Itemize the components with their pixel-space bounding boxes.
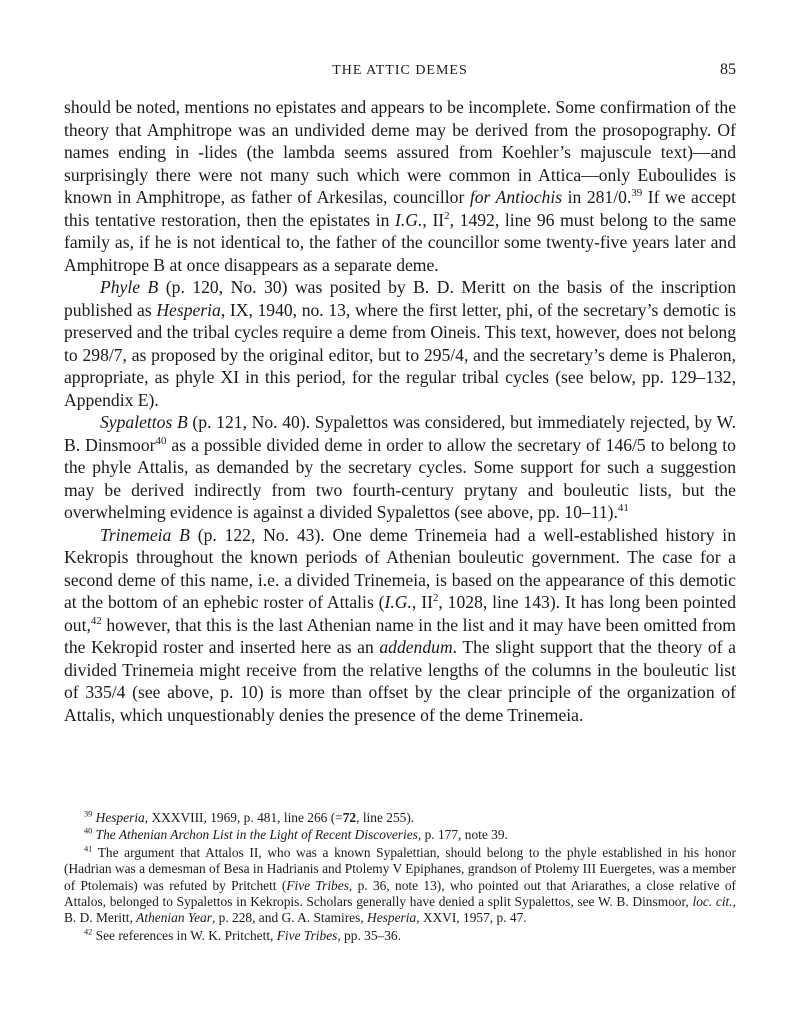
italic-text: addendum	[379, 637, 453, 657]
footnote-41	[64, 845, 736, 927]
text-run: should be noted, mentions no epistates and appears to be incomplete. Some confirmation of the theory that Amphitrope was an undivided deme may be derived from the prosopography. Of names ending in -lides (the lambda seems assured from Koehler’s majuscule text)—and surprisingly there were not many such which were common in Attica—only Euboulides is known in Amphitrope, as father of Arkesilas, councillor	[64, 97, 736, 207]
text-run: however, that this is the last Athenian name in the list and it may have been omitted from the Kekropid roster and inserted here as an	[64, 614, 736, 657]
bold-text: 72	[342, 810, 357, 825]
running-head	[64, 60, 736, 84]
running-title: THE ATTIC DEMES	[332, 63, 468, 78]
italic-text: I.G.	[395, 209, 423, 230]
footnotes	[64, 810, 736, 945]
italic-text: I.G.	[384, 592, 412, 612]
text-run: , B. D. Meritt,	[64, 894, 736, 926]
text-run: in 281/0.	[562, 187, 632, 207]
paragraph-phyle-b	[64, 276, 736, 411]
text-run: . The slight support that the theory of a divided Trinemeia might receive from the relative lengths of the columns in the bouleutic list of 335/4 (see above, p. 10) is more than offset by the clear principle of the organization of Attalis, which unquestionably denies the presence of the deme Trinemeia.	[64, 637, 736, 725]
italic-text: Hesperia	[367, 910, 417, 926]
italic-text: for Antiochis	[469, 187, 563, 207]
note-reference: 40	[155, 434, 167, 447]
text-run: , pp. 35–36.	[337, 927, 401, 943]
note-reference: 39	[631, 187, 643, 200]
text-run: (p. 121, No. 40). Sypalettos was considered, but immediately rejected, by W. B. Dinsmoor	[64, 412, 736, 455]
text-run: The argument that Attalos II, who was a known Sypalettian, should belong to the phyle established in his honor (Hadrian was a demesman of Besa in Hadrianis and Ptolemy V Epiphanes, grandson of Ptolemy III Euergetes, was a member of Ptolemais) was refuted by Pritchett (	[64, 844, 736, 893]
text-run: See references in W. K. Pritchett,	[92, 927, 277, 943]
text-run: , p. 36, note 13), who pointed out that Ariarathes, a close relative of Attalos, belonged to Sypalettos in Kekropis. Scholars generally have denied a split Sypalettos, see W. B. Dinsmoor,	[64, 877, 737, 910]
text-run: (p. 120, No. 30) was posited by B. D. Meritt on the basis of the inscription published as	[64, 277, 736, 320]
text-run: , II	[411, 592, 433, 612]
italic-text: Phyle B	[100, 277, 159, 297]
text-run: , p. 228, and G. A. Stamires,	[211, 910, 368, 926]
text-run: , line 255).	[356, 810, 415, 825]
note-reference: 2	[444, 209, 450, 222]
text-run: , XXXVIII, 1969, p. 481, line 266 (=	[144, 810, 343, 825]
note-reference: 39	[84, 809, 93, 819]
body-text	[64, 96, 736, 726]
note-reference: 2	[432, 592, 439, 605]
page-number: 85	[720, 61, 736, 78]
text-run: If we accept this tentative restoration, then the epistates in	[64, 187, 736, 230]
italic-text: The Athenian Archon List in the Light of Recent Discoveries	[95, 827, 418, 843]
note-reference: 42	[90, 614, 102, 627]
note-reference: 40	[84, 826, 93, 836]
note-reference: 42	[84, 927, 93, 937]
paragraph-trinemeia-b	[64, 524, 736, 727]
footnote-40	[64, 827, 736, 843]
italic-text: Athenian Year	[136, 910, 212, 926]
text-run: , 1492, line 96 must belong to the same family as, if he is not identical to, the father of the councillor some twenty-five years later and Amphitrope B at once disappears as a separate deme.	[64, 209, 736, 275]
paragraph-amphitrope	[64, 96, 736, 276]
footnote-42	[64, 928, 736, 944]
italic-text: Five Tribes	[276, 927, 338, 943]
italic-text: Hesperia	[95, 810, 145, 825]
text-run: , II	[422, 209, 445, 230]
footnote-39	[64, 810, 736, 826]
text-run: (p. 122, No. 43). One deme Trinemeia had a well-established history in Kekropis throughout the known periods of Athenian bouleutic government. The case for a second deme of this name, i.e. a divided Trinemeia, is based on the appearance of this demotic at the bottom of an ephebic roster of Attalis (	[64, 524, 736, 612]
text-run: , XXVI, 1957, p. 47.	[416, 910, 527, 926]
italic-text: Five Tribes	[286, 877, 349, 893]
italic-text: Hesperia	[156, 299, 221, 320]
paragraph-sypalettos-b	[64, 411, 736, 524]
note-reference: 41	[84, 844, 93, 854]
text-run: , IX, 1940, no. 13, where the first letter, phi, of the secretary’s demotic is preserved and the tribal cycles require a deme from Oineis. This text, however, does not belong to 298/7, as proposed by the original editor, but to 295/4, and the secretary’s deme is Phaleron, appropriate, as phyle XI in this period, for the regular tribal cycles (see below, pp. 129–132, Appendix E).	[64, 299, 736, 410]
text-run: as a possible divided deme in order to allow the secretary of 146/5 to belong to the phyle Attalis, as demanded by the secretary cycles. Some support for such a suggestion may be derived indirectly from two fourth-century prytany and bouleutic lists, but the overwhelming evidence is against a divided Sypalettos (see above, pp. 10–11).	[64, 434, 736, 522]
italic-text: loc. cit.	[692, 894, 733, 910]
text-run: , p. 177, note 39.	[417, 827, 508, 843]
italic-text: Sypalettos B	[100, 412, 188, 432]
note-reference: 41	[617, 502, 629, 515]
italic-text: Trinemeia B	[100, 524, 190, 545]
text-run: , 1028, line 143). It has long been pointed out,	[64, 592, 736, 635]
